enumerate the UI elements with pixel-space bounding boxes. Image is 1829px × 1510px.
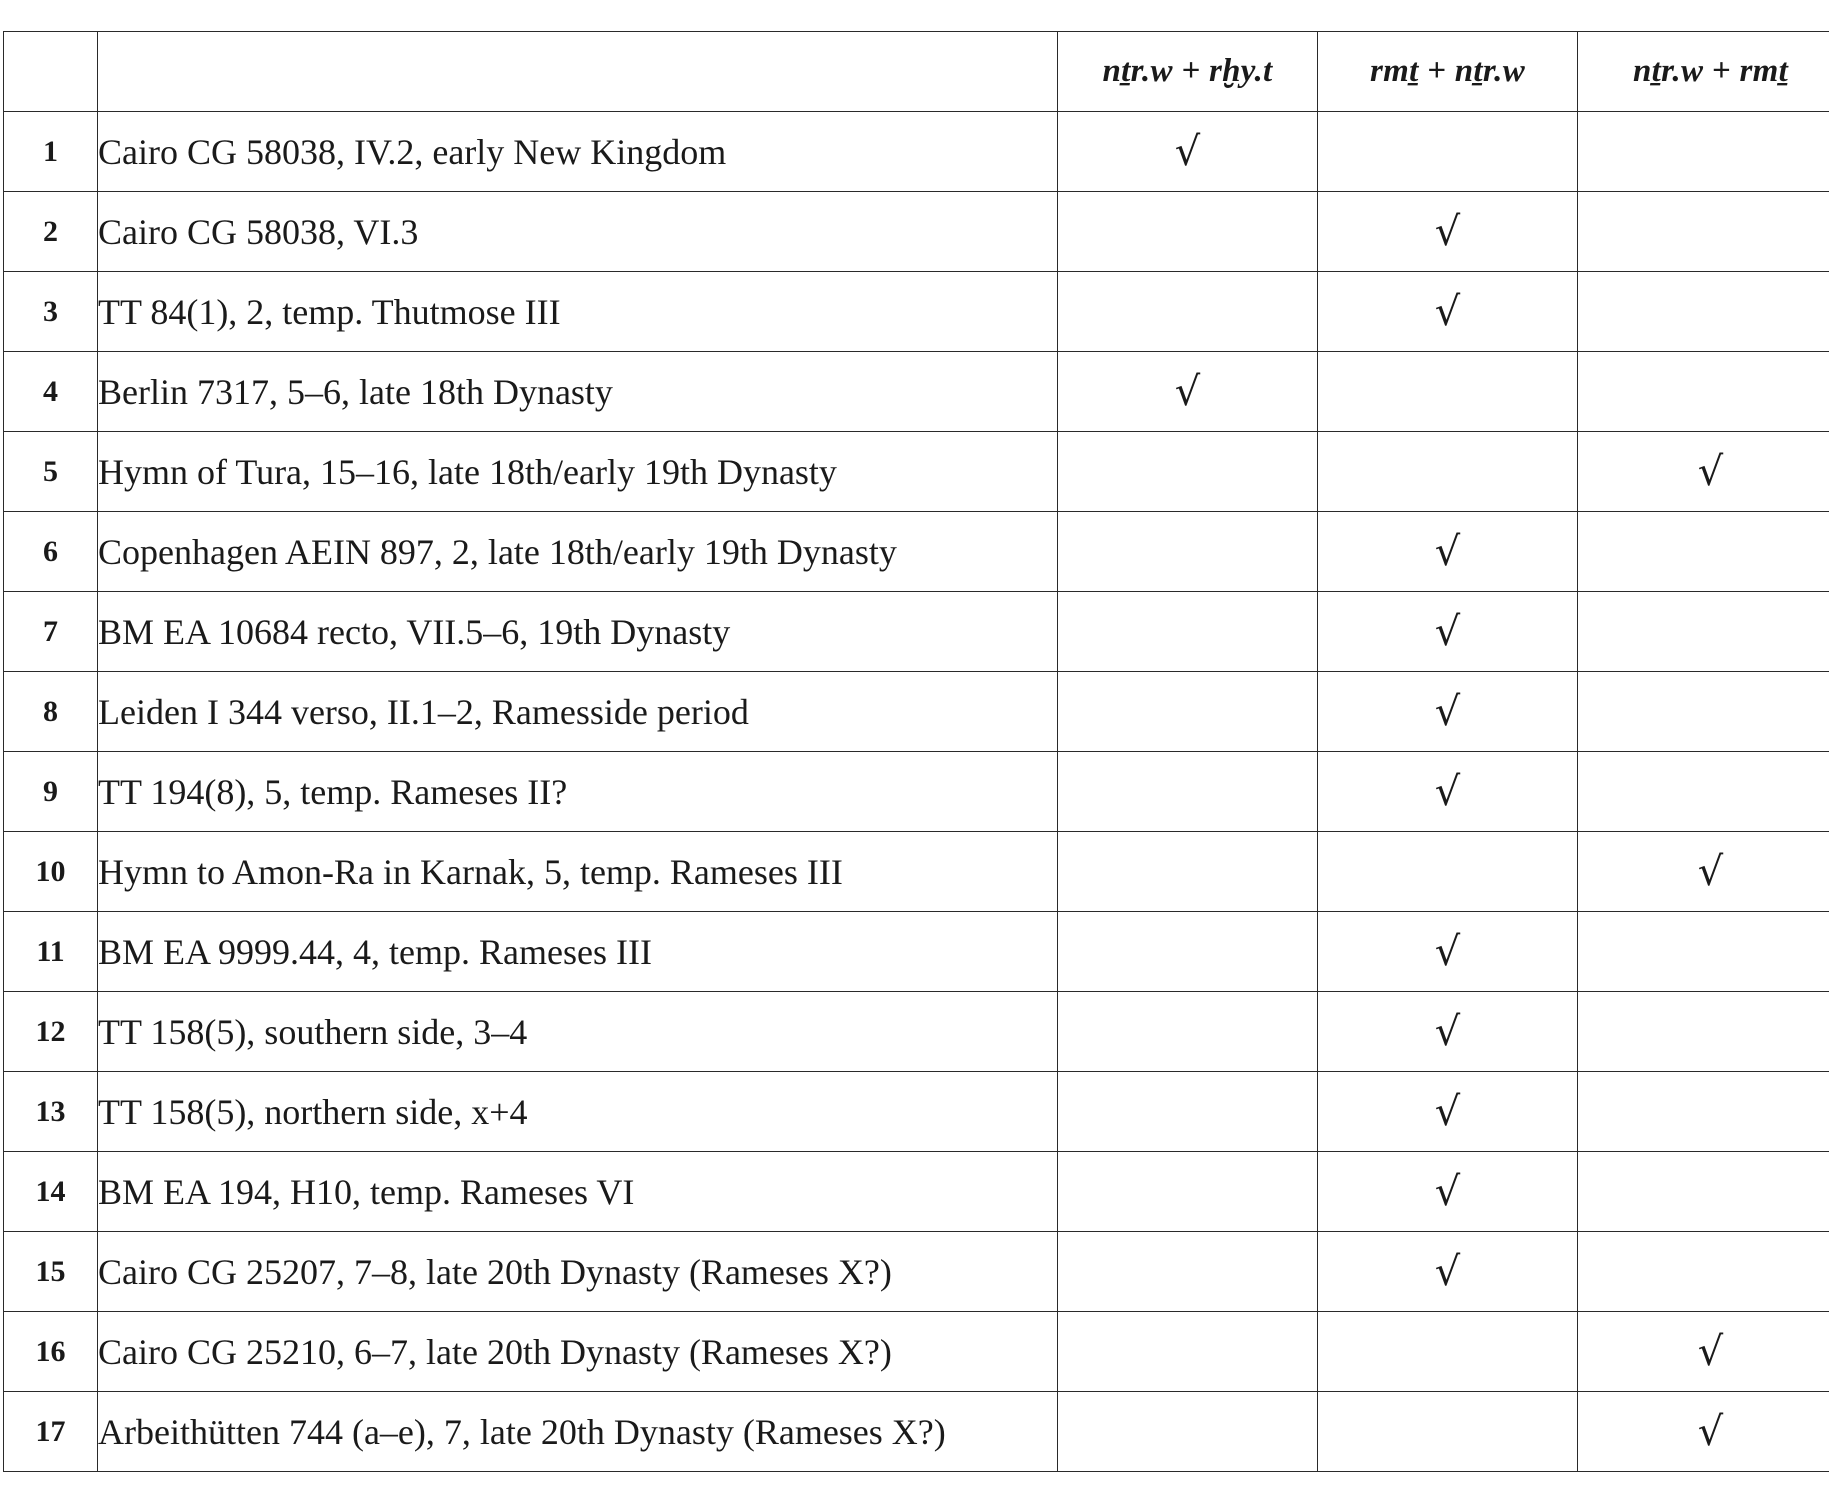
check-ntrw-rmt: √	[1578, 1392, 1829, 1472]
check-ntrw-rmt	[1578, 192, 1829, 272]
check-rmt-ntrw	[1318, 112, 1578, 192]
row-source: TT 84(1), 2, temp. Thutmose III	[98, 272, 1058, 352]
row-source: BM EA 194, H10, temp. Rameses VI	[98, 1152, 1058, 1232]
check-ntrw-rhyt	[1058, 832, 1318, 912]
check-ntrw-rhyt	[1058, 1392, 1318, 1472]
row-number: 15	[4, 1232, 98, 1312]
table-row	[4, 352, 1829, 432]
check-ntrw-rhyt	[1058, 672, 1318, 752]
check-rmt-ntrw	[1318, 832, 1578, 912]
check-ntrw-rhyt: √	[1058, 352, 1318, 432]
table-row	[4, 832, 1829, 912]
check-ntrw-rhyt	[1058, 1152, 1318, 1232]
row-number: 11	[4, 912, 98, 992]
row-source: Cairo CG 58038, VI.3	[98, 192, 1058, 272]
row-number: 2	[4, 192, 98, 272]
row-number: 3	[4, 272, 98, 352]
table-row	[4, 592, 1829, 672]
check-rmt-ntrw	[1318, 352, 1578, 432]
table-row	[4, 1152, 1829, 1232]
check-rmt-ntrw: √	[1318, 672, 1578, 752]
row-source: Hymn to Amon-Ra in Karnak, 5, temp. Rameses III	[98, 832, 1058, 912]
check-ntrw-rmt	[1578, 1232, 1829, 1312]
row-source: TT 194(8), 5, temp. Rameses II?	[98, 752, 1058, 832]
check-ntrw-rhyt	[1058, 272, 1318, 352]
check-rmt-ntrw: √	[1318, 752, 1578, 832]
row-number: 7	[4, 592, 98, 672]
table-row	[4, 112, 1829, 192]
check-rmt-ntrw: √	[1318, 192, 1578, 272]
check-ntrw-rmt: √	[1578, 1312, 1829, 1392]
table-row	[4, 192, 1829, 272]
check-rmt-ntrw: √	[1318, 1232, 1578, 1312]
table-row	[4, 992, 1829, 1072]
header-row	[4, 32, 1829, 112]
check-ntrw-rmt: √	[1578, 832, 1829, 912]
row-source: Leiden I 344 verso, II.1–2, Ramesside period	[98, 672, 1058, 752]
row-source: Berlin 7317, 5–6, late 18th Dynasty	[98, 352, 1058, 432]
row-source: Hymn of Tura, 15–16, late 18th/early 19th Dynasty	[98, 432, 1058, 512]
table-row	[4, 752, 1829, 832]
row-number: 5	[4, 432, 98, 512]
check-ntrw-rmt	[1578, 352, 1829, 432]
check-ntrw-rmt	[1578, 112, 1829, 192]
table-body	[4, 112, 1829, 1472]
table-row	[4, 432, 1829, 512]
table-row	[4, 672, 1829, 752]
row-number: 14	[4, 1152, 98, 1232]
check-ntrw-rhyt	[1058, 592, 1318, 672]
check-ntrw-rhyt	[1058, 992, 1318, 1072]
row-source: BM EA 10684 recto, VII.5–6, 19th Dynasty	[98, 592, 1058, 672]
check-ntrw-rhyt	[1058, 1232, 1318, 1312]
row-source: Cairo CG 58038, IV.2, early New Kingdom	[98, 112, 1058, 192]
check-ntrw-rhyt	[1058, 432, 1318, 512]
check-rmt-ntrw: √	[1318, 912, 1578, 992]
table-row	[4, 1072, 1829, 1152]
check-ntrw-rhyt	[1058, 512, 1318, 592]
row-source: TT 158(5), northern side, x+4	[98, 1072, 1058, 1152]
check-ntrw-rhyt	[1058, 752, 1318, 832]
check-rmt-ntrw: √	[1318, 1072, 1578, 1152]
attestation-table	[3, 31, 1829, 1472]
header-number	[4, 32, 98, 112]
header-source	[98, 32, 1058, 112]
table-row	[4, 272, 1829, 352]
table-row	[4, 1312, 1829, 1392]
check-rmt-ntrw: √	[1318, 1152, 1578, 1232]
row-number: 13	[4, 1072, 98, 1152]
row-source: BM EA 9999.44, 4, temp. Rameses III	[98, 912, 1058, 992]
check-rmt-ntrw: √	[1318, 992, 1578, 1072]
check-ntrw-rmt	[1578, 1072, 1829, 1152]
check-rmt-ntrw: √	[1318, 272, 1578, 352]
row-number: 17	[4, 1392, 98, 1472]
check-ntrw-rmt	[1578, 272, 1829, 352]
row-source: Copenhagen AEIN 897, 2, late 18th/early 19th Dynasty	[98, 512, 1058, 592]
row-number: 12	[4, 992, 98, 1072]
check-ntrw-rhyt	[1058, 1072, 1318, 1152]
row-number: 6	[4, 512, 98, 592]
check-rmt-ntrw	[1318, 1392, 1578, 1472]
row-number: 1	[4, 112, 98, 192]
table-row	[4, 1392, 1829, 1472]
row-number: 10	[4, 832, 98, 912]
check-ntrw-rmt	[1578, 512, 1829, 592]
row-number: 9	[4, 752, 98, 832]
row-number: 8	[4, 672, 98, 752]
check-ntrw-rmt	[1578, 592, 1829, 672]
header-ntrw-rhyt: nṯr.w + rḫy.t	[1058, 32, 1318, 112]
row-source: Arbeithütten 744 (a–e), 7, late 20th Dynasty (Rameses X?)	[98, 1392, 1058, 1472]
check-ntrw-rhyt: √	[1058, 112, 1318, 192]
check-ntrw-rhyt	[1058, 192, 1318, 272]
check-ntrw-rmt	[1578, 992, 1829, 1072]
table-row	[4, 912, 1829, 992]
check-rmt-ntrw	[1318, 1312, 1578, 1392]
row-number: 16	[4, 1312, 98, 1392]
check-ntrw-rmt	[1578, 752, 1829, 832]
check-ntrw-rhyt	[1058, 1312, 1318, 1392]
row-source: TT 158(5), southern side, 3–4	[98, 992, 1058, 1072]
check-ntrw-rhyt	[1058, 912, 1318, 992]
check-ntrw-rmt	[1578, 912, 1829, 992]
row-source: Cairo CG 25207, 7–8, late 20th Dynasty (Rameses X?)	[98, 1232, 1058, 1312]
check-rmt-ntrw	[1318, 432, 1578, 512]
table-row	[4, 512, 1829, 592]
check-ntrw-rmt: √	[1578, 432, 1829, 512]
table-row	[4, 1232, 1829, 1312]
check-ntrw-rmt	[1578, 1152, 1829, 1232]
header-ntrw-rmt: nṯr.w + rmṯ	[1578, 32, 1829, 112]
row-number: 4	[4, 352, 98, 432]
header-rmt-ntrw: rmṯ + nṯr.w	[1318, 32, 1578, 112]
check-ntrw-rmt	[1578, 672, 1829, 752]
row-source: Cairo CG 25210, 6–7, late 20th Dynasty (Rameses X?)	[98, 1312, 1058, 1392]
check-rmt-ntrw: √	[1318, 592, 1578, 672]
check-rmt-ntrw: √	[1318, 512, 1578, 592]
